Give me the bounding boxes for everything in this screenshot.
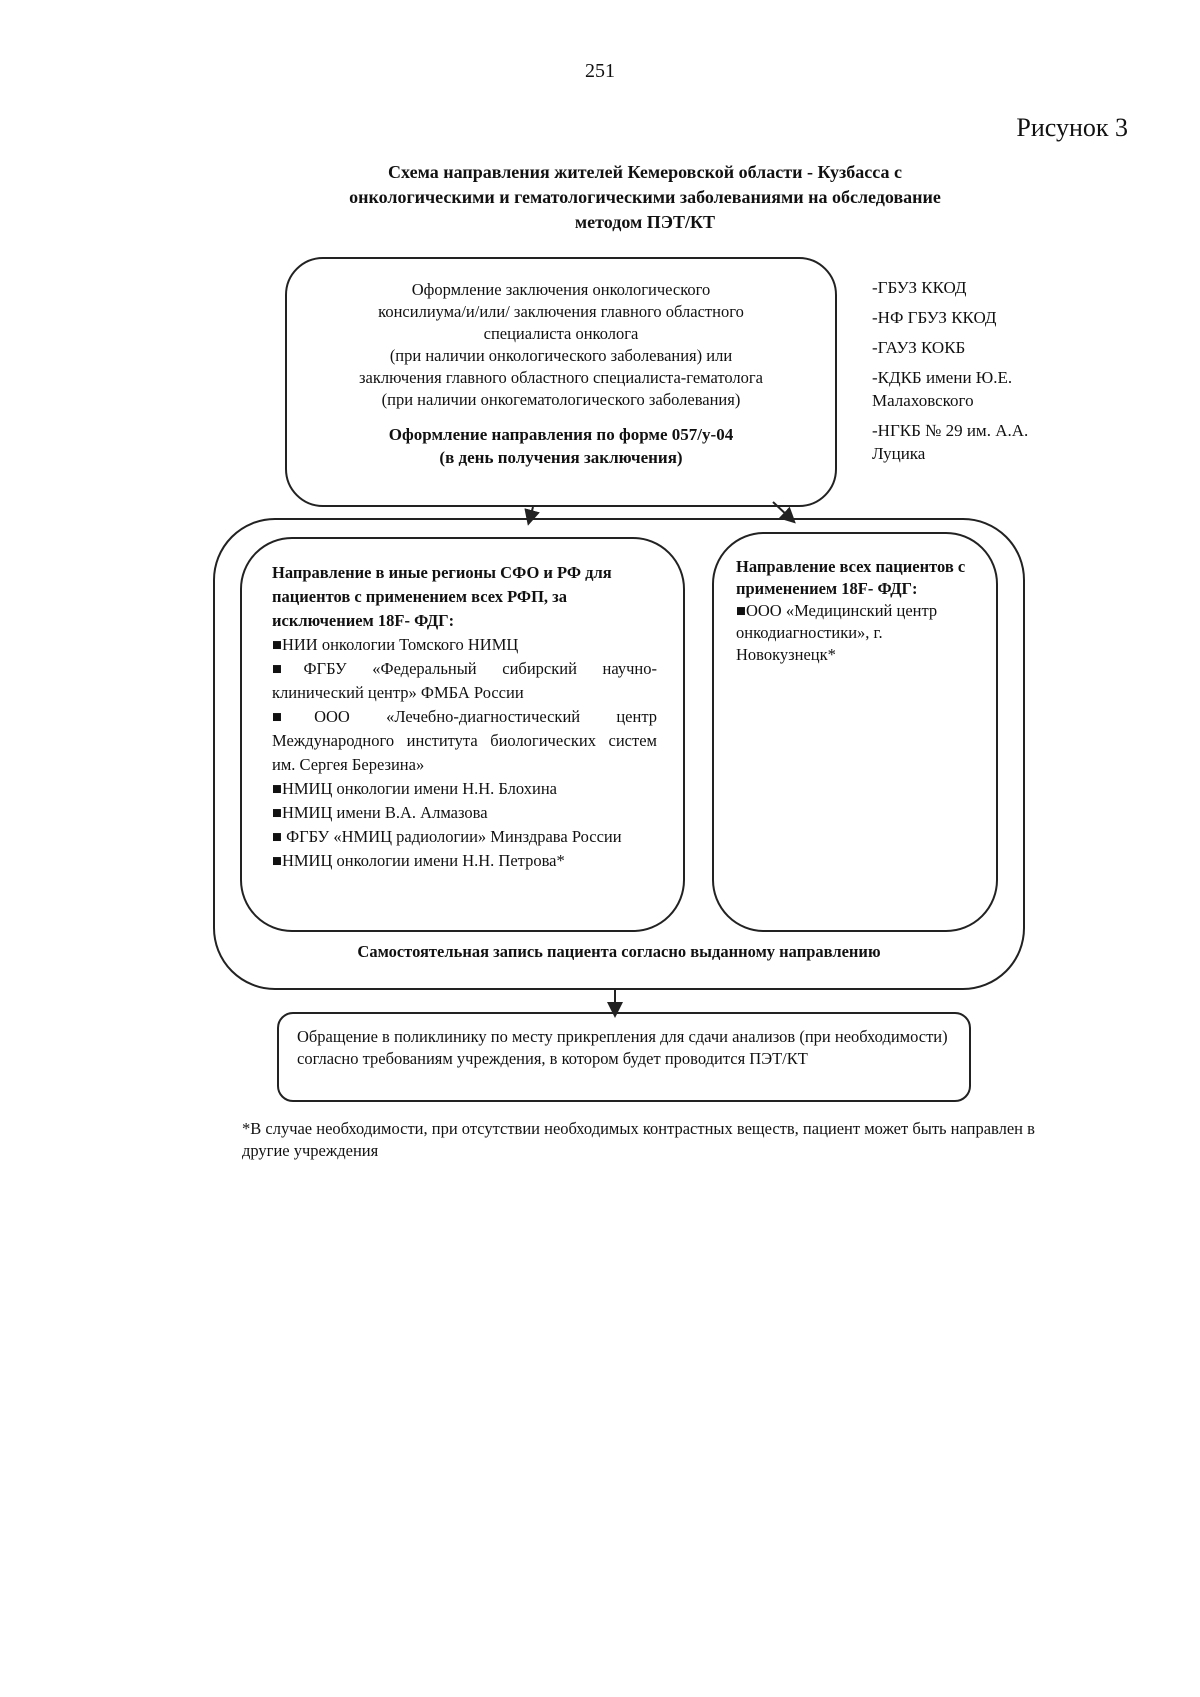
figure-label: Рисунок 3 — [1016, 113, 1128, 142]
conclusion-line: (при наличии онкологического заболевания) или — [389, 346, 733, 365]
conclusion-line: специалиста онколога — [483, 324, 639, 343]
referral-form-line: Оформление направления по форме 057/у-04 — [388, 425, 734, 444]
institution-item: -КДКБ имени Ю.Е. Малаховского — [872, 368, 1013, 410]
institution-item: -ГАУЗ КОКБ — [872, 338, 966, 357]
clinic-box: Обращение в поликлинику по месту прикрепления для сдачи анализов (при необходимости) согласно требованиям учреждения, в котором будет проводится ПЭТ/КТ — [277, 1012, 971, 1102]
arrow — [530, 507, 533, 518]
fdg-header: Направление всех пациентов с применением 18F- ФДГ: — [736, 557, 966, 598]
institution-item: -НФ ГБУЗ ККОД — [872, 308, 997, 327]
diagram-title — [250, 160, 1040, 235]
institution-list — [872, 276, 1072, 472]
self-enrollment-note: Самостоятельная запись пациента согласно выданному направлению — [357, 942, 881, 961]
conclusion-line: заключения главного областного специалиста-гематолога — [359, 368, 763, 387]
title-line: методом ПЭТ/КТ — [574, 212, 716, 232]
conclusion-line: (при наличии онкогематологического заболевания) — [381, 390, 741, 409]
footnote: *В случае необходимости, при отсутствии необходимых контрастных веществ, пациент может быть направлен в другие учреждения — [242, 1119, 1035, 1160]
fdg-box — [712, 532, 998, 932]
other-regions-box — [240, 537, 685, 932]
center-item: ■НМИЦ онкологии имени Н.Н. Блохина — [272, 779, 557, 798]
title-line: Схема направления жителей Кемеровской области - Кузбасса с — [388, 162, 902, 182]
center-item: ■НИИ онкологии Томского НИМЦ — [272, 635, 519, 654]
center-item: ■ООО «Медицинский центр онкодиагностики», г. Новокузнецк* — [736, 601, 938, 664]
page-number: 251 — [585, 60, 615, 82]
center-item: ■ФГБУ «Федеральный сибирский научно-клинический центр» ФМБА России — [272, 659, 657, 702]
center-item: ■НМИЦ онкологии имени Н.Н. Петрова* — [272, 851, 565, 870]
conclusion-line: Оформление заключения онкологического — [411, 280, 711, 299]
other-regions-header: Направление в иные регионы СФО и РФ для пациентов с применением всех РФП, за исключением 18F- ФДГ: — [272, 563, 612, 630]
institution-item: -НГКБ № 29 им. А.А. Луцика — [872, 421, 1029, 463]
center-item: ■НМИЦ имени В.А. Алмазова — [272, 803, 488, 822]
institution-item: -ГБУЗ ККОД — [872, 278, 967, 297]
center-item: ■ ФГБУ «НМИЦ радиологии» Минздрава России — [272, 827, 622, 846]
conclusion-box — [285, 257, 837, 507]
referral-form-line: (в день получения заключения) — [439, 448, 683, 467]
conclusion-line: консилиума/и/или/ заключения главного областного — [378, 302, 744, 321]
center-item: ■ООО «Лечебно-диагностический центр Международного института биологических систем им. Сергея Березина» — [272, 707, 657, 774]
title-line: онкологическими и гематологическими заболеваниями на обследование — [349, 187, 941, 207]
